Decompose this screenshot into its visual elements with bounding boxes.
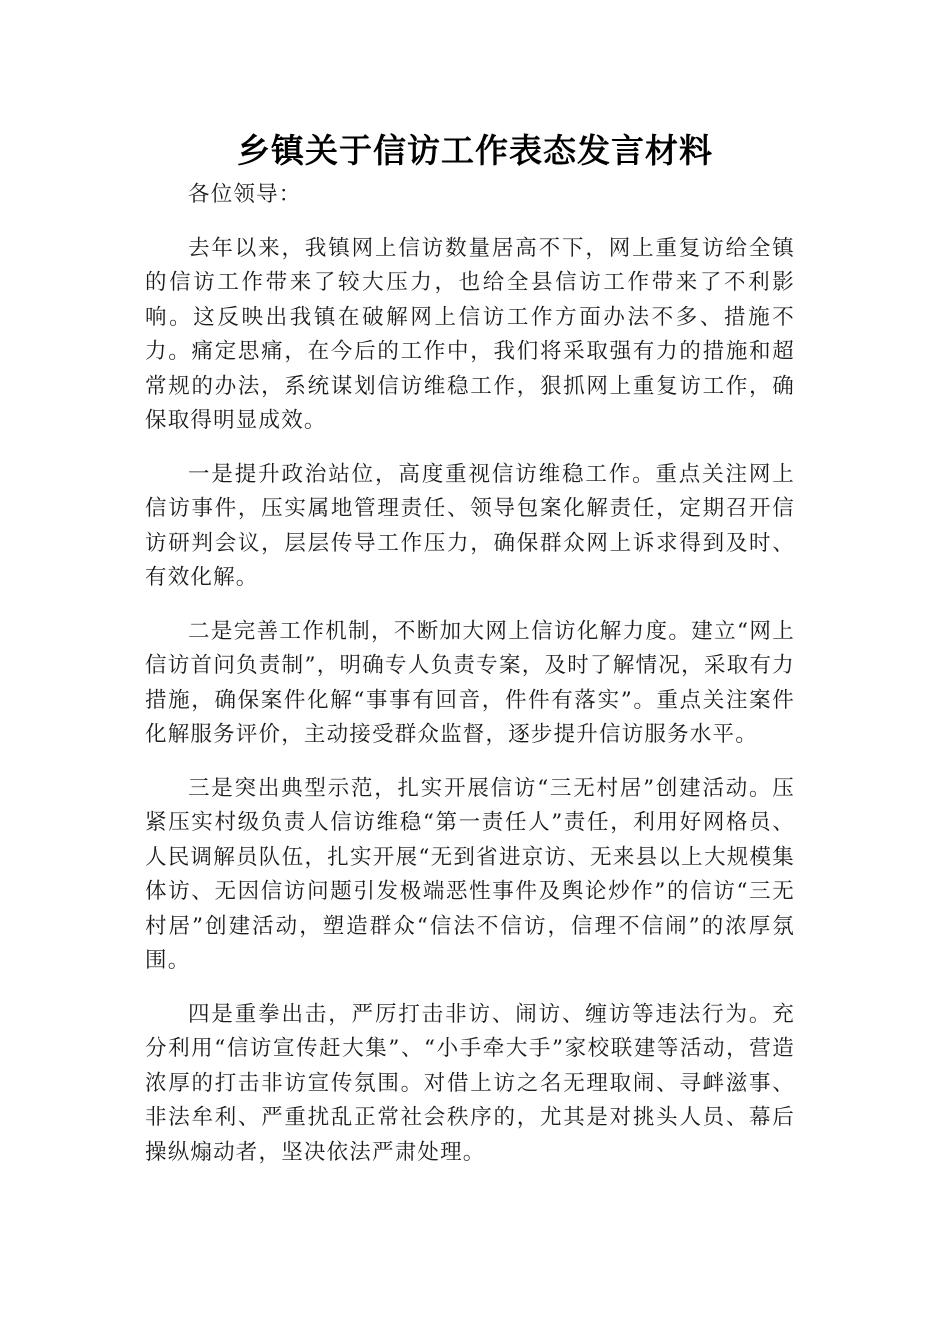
salutation: 各位领导： <box>188 182 302 207</box>
paragraph-intro: 去年以来，我镇网上信访数量居高不下，网上重复访给全镇的信访工作带来了较大压力，也给全县信访工作带来了不利影响。这反映出我镇在破解网上信访工作方面办法不多、措施不力。痛定思痛，在今后的工作中，我们将采取强有力的措施和超常规的办法，系统谋划信访维稳工作，狠抓网上重复访工作，确保取得明显成效。 <box>145 235 795 433</box>
paragraph-point-4: 四是重拳出击，严厉打击非访、闹访、缠访等违法行为。充分利用“信访宣传赶大集”、“小手牵大手”家校联建等活动，营造浓厚的打击非访宣传氛围。对借上访之名无理取闹、寻衅滋事、非法牟利、严重扰乱正常社会秩序的，尤其是对挑头人员、幕后操纵煽动者，坚决依法严肃处理。 <box>145 1001 795 1165</box>
paragraph-point-3: 三是突出典型示范，扎实开展信访“三无村居”创建活动。压紧压实村级负责人信访维稳“第一责任人”责任，利用好网格员、人民调解员队伍，扎实开展“无到省进京访、无来县以上大规模集体访、无因信访问题引发极端恶性事件及舆论炒作”的信访“三无村居”创建活动，塑造群众“信法不信访，信理不信闹”的浓厚氛围。 <box>145 775 795 973</box>
paragraph-point-2: 二是完善工作机制，不断加大网上信访化解力度。建立“网上信访首问负责制”，明确专人负责专案，及时了解情况，采取有力措施，确保案件化解“事事有回音，件件有落实”。重点关注案件化解服务评价，主动接受群众监督，逐步提升信访服务水平。 <box>145 618 795 747</box>
document-title: 乡镇关于信访工作表态发言材料 <box>237 131 713 170</box>
document-body <box>145 178 795 1189</box>
paragraph-point-1: 一是提升政治站位，高度重视信访维稳工作。重点关注网上信访事件，压实属地管理责任、领导包案化解责任，定期召开信访研判会议，层层传导工作压力，确保群众网上诉求得到及时、有效化解。 <box>145 461 795 590</box>
